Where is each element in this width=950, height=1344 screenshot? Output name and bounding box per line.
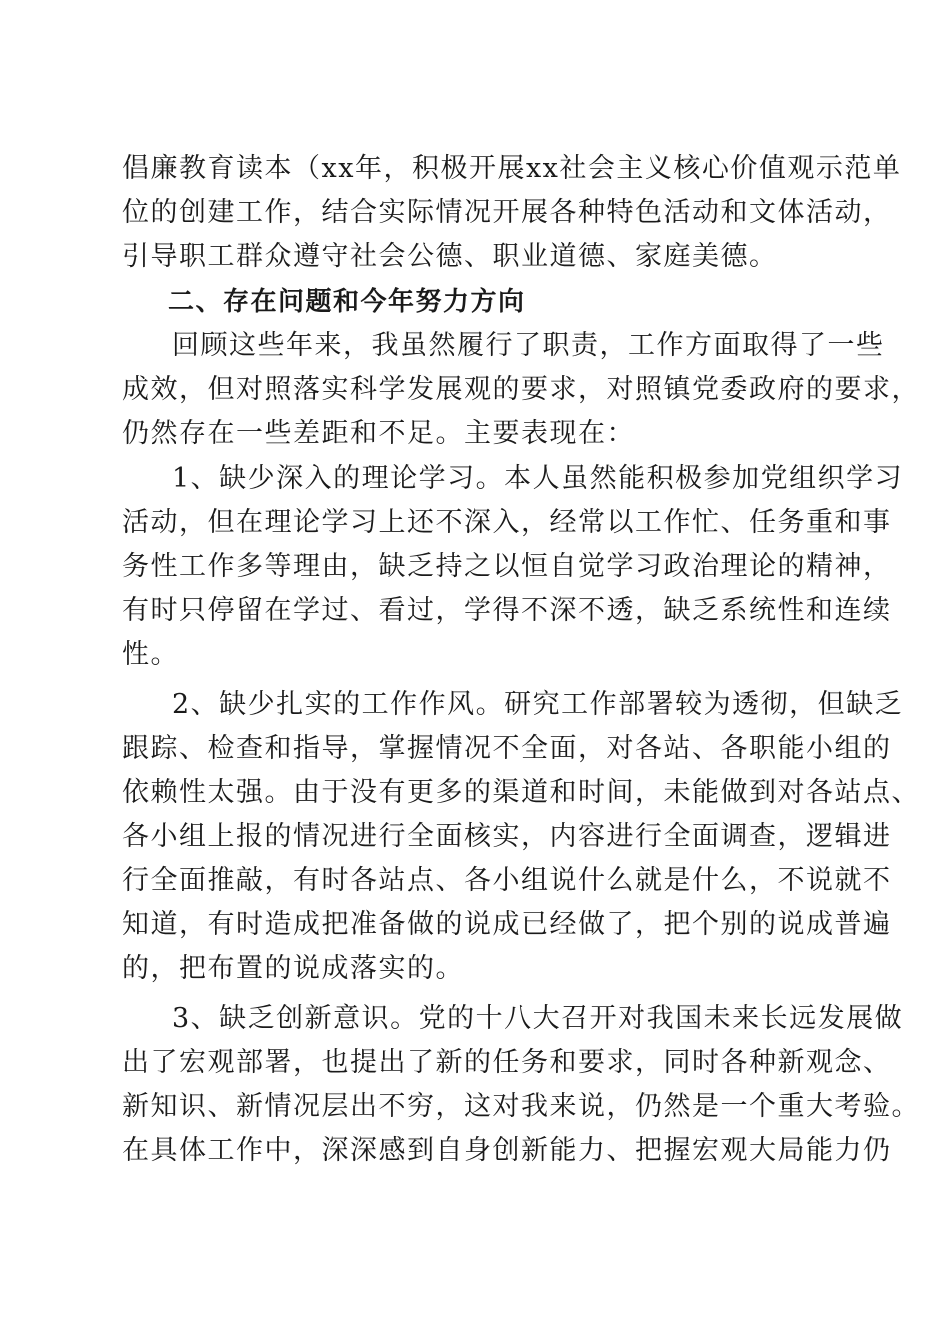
text-line: 成效，但对照落实科学发展观的要求，对照镇党委政府的要求， xyxy=(122,374,920,405)
text-line: 3、缺乏创新意识。党的十八大召开对我国未来长远发展做 xyxy=(172,1003,904,1034)
text-line: 位的创建工作，结合实际情况开展各种特色活动和文体活动， xyxy=(122,197,892,228)
text-line: 2、缺少扎实的工作作风。研究工作部署较为透彻，但缺乏 xyxy=(172,689,904,720)
text-line: 新知识、新情况层出不穷，这对我来说，仍然是一个重大考验。 xyxy=(122,1091,920,1122)
text-line: 各小组上报的情况进行全面核实，内容进行全面调查，逻辑进 xyxy=(122,821,892,852)
text-line: 有时只停留在学过、看过，学得不深不透，缺乏系统性和连续 xyxy=(122,595,892,626)
text-line: 的，把布置的说成落实的。 xyxy=(122,953,464,984)
text-line: 活动，但在理论学习上还不深入，经常以工作忙、任务重和事 xyxy=(122,507,892,538)
text-line: 在具体工作中，深深感到自身创新能力、把握宏观大局能力仍 xyxy=(122,1135,892,1166)
text-line: 跟踪、检查和指导，掌握情况不全面，对各站、各职能小组的 xyxy=(122,733,892,764)
text-line: 知道，有时造成把准备做的说成已经做了，把个别的说成普遍 xyxy=(122,909,892,940)
text-line: 倡廉教育读本（xx年，积极开展xx社会主义核心价值观示范单 xyxy=(122,153,902,184)
text-line: 回顾这些年来，我虽然履行了职责，工作方面取得了一些 xyxy=(172,330,885,361)
text-line: 性。 xyxy=(122,639,179,670)
text-line: 出了宏观部署，也提出了新的任务和要求，同时各种新观念、 xyxy=(122,1047,892,1078)
text-line: 依赖性太强。由于没有更多的渠道和时间，未能做到对各站点、 xyxy=(122,777,920,808)
text-line: 务性工作多等理由，缺乏持之以恒自觉学习政治理论的精神， xyxy=(122,551,892,582)
text-line: 引导职工群众遵守社会公德、职业道德、家庭美德。 xyxy=(122,241,778,272)
text-line: 仍然存在一些差距和不足。主要表现在： xyxy=(122,418,635,449)
text-line: 1、缺少深入的理论学习。本人虽然能积极参加党组织学习 xyxy=(172,463,904,494)
text-line: 行全面推敲，有时各站点、各小组说什么就是什么，不说就不 xyxy=(122,865,892,896)
section-heading: 二、存在问题和今年努力方向 xyxy=(168,287,526,317)
